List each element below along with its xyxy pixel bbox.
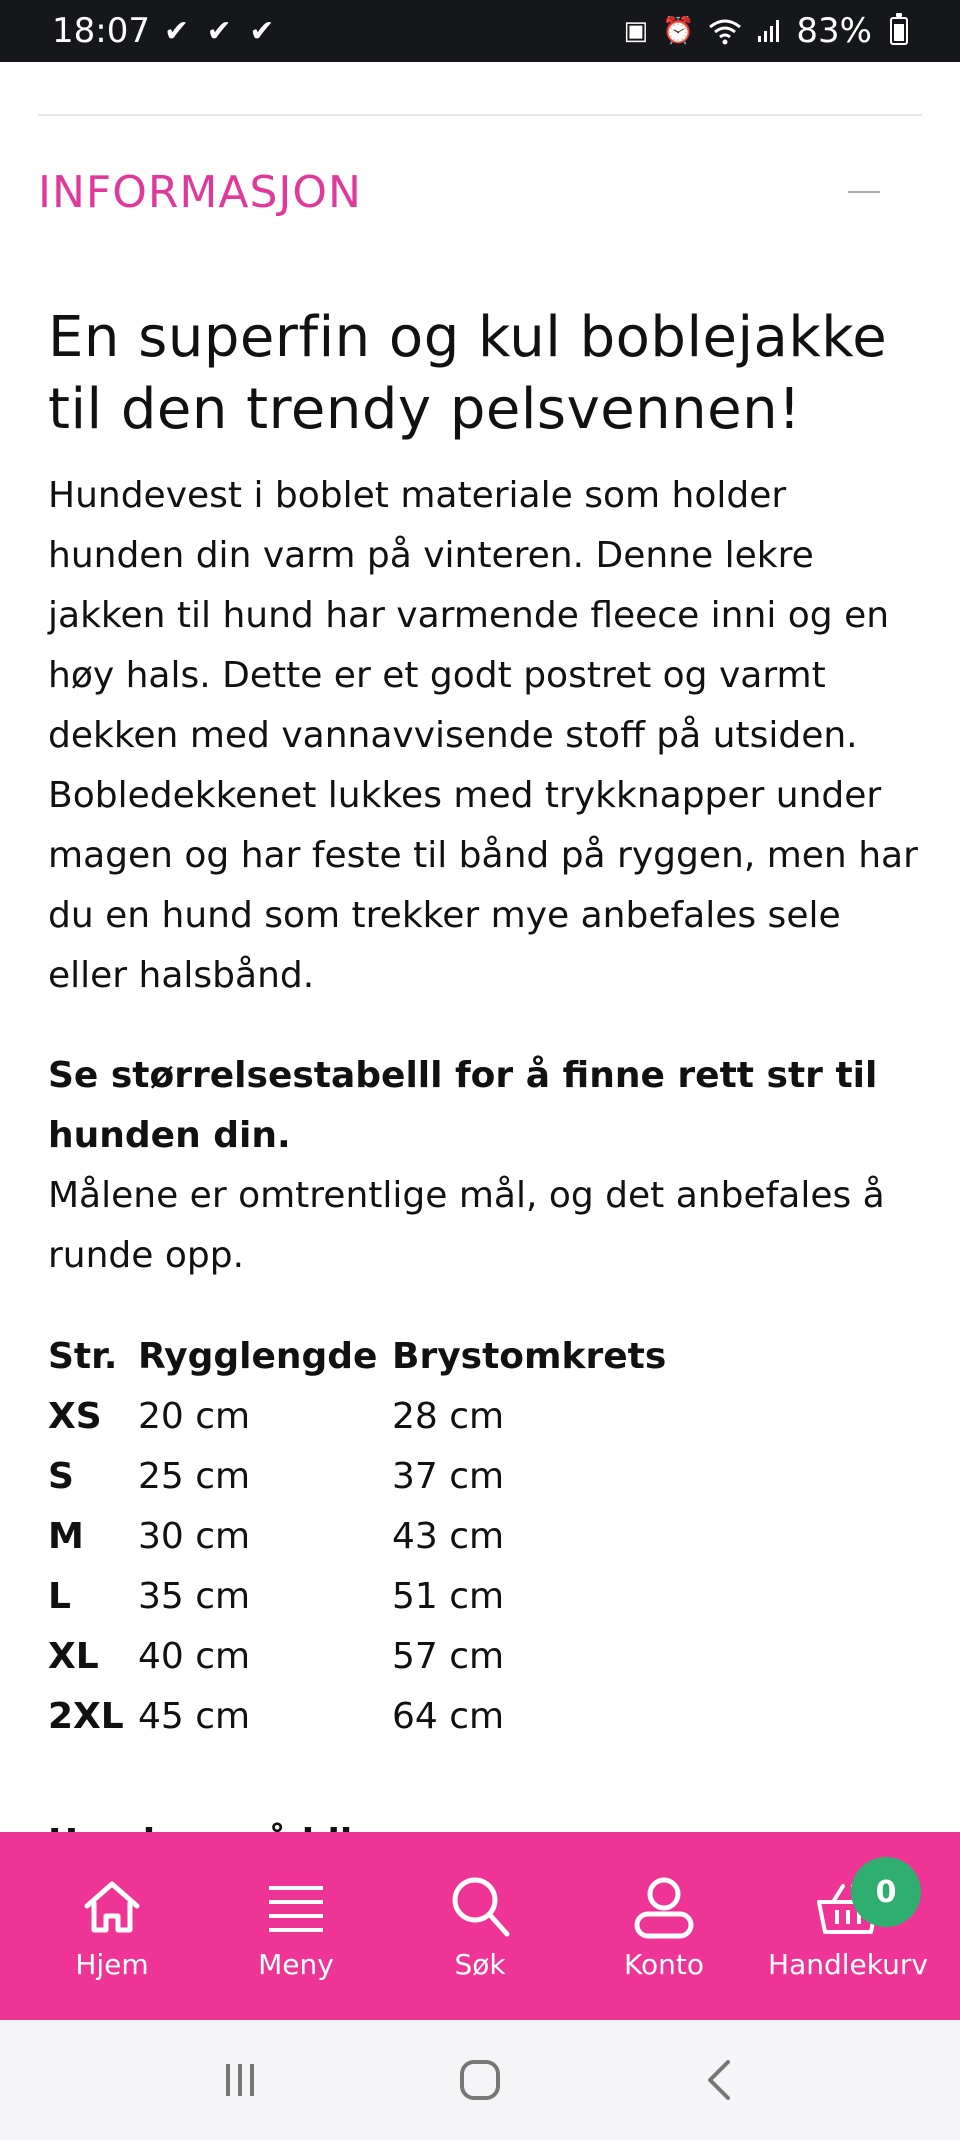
header-chest: Brystomkrets	[392, 1335, 667, 1377]
size-cell: 2XL	[48, 1695, 124, 1737]
back-length-cell: 25 cm	[138, 1455, 251, 1497]
chest-cell: 57 cm	[392, 1635, 505, 1677]
signal-icon	[756, 18, 782, 44]
table-row	[48, 1386, 666, 1446]
nav-menu[interactable]	[211, 1851, 381, 2001]
bottom-navigation	[0, 1832, 960, 2020]
table-row	[48, 1686, 666, 1746]
back-length-cell: 35 cm	[138, 1575, 251, 1617]
recent-apps-icon[interactable]	[210, 2050, 270, 2110]
nav-search[interactable]	[395, 1851, 565, 2001]
header-back-length: Rygglengde	[138, 1335, 378, 1377]
nav-cart-label: Handlekurv	[768, 1947, 928, 1981]
nav-cart[interactable]	[763, 1851, 933, 2001]
table-row	[48, 1626, 666, 1686]
status-time: 18:07	[52, 11, 150, 51]
home-button-icon[interactable]	[450, 2050, 510, 2110]
size-hint: Målene er omtrentlige mål, og det anbefales å runde opp.	[48, 1175, 885, 1276]
home-icon	[77, 1872, 147, 1942]
header-size: Str.	[48, 1335, 118, 1377]
size-hint-bold: Se størrelsestabelll for å finne rett str til hunden din.	[48, 1055, 878, 1156]
back-icon[interactable]	[690, 2050, 750, 2110]
nfc-icon: ▣	[623, 16, 649, 46]
nav-account[interactable]	[579, 1851, 749, 2001]
description-paragraph: Hundevest i boblet materiale som holder hunden din varm på vinteren. Denne lekre jakken til hund har varmende fleece inni og en høy hals. Dette er et godt postret og varmt dekken med vannavvisende stoff på utsiden. Bobledekkenet lukkes med trykknapper under magen og har feste til bånd på ryggen, men har du en hund som trekker mye anbefales sele eller halsbånd.	[48, 475, 918, 996]
nav-home[interactable]	[27, 1851, 197, 2001]
back-length-cell: 40 cm	[138, 1635, 251, 1677]
battery-icon	[890, 17, 908, 45]
table-row	[48, 1506, 666, 1566]
status-bar	[0, 0, 960, 62]
back-length-cell: 30 cm	[138, 1515, 251, 1557]
back-length-cell: 45 cm	[138, 1695, 251, 1737]
alarm-icon: ⏰	[662, 16, 695, 46]
table-row	[48, 1446, 666, 1506]
nav-account-label: Konto	[624, 1947, 704, 1981]
check-notification-icon: ✔ ✔ ✔	[163, 13, 279, 49]
android-navigation-bar	[0, 2020, 960, 2140]
menu-icon	[261, 1872, 331, 1942]
nav-menu-label: Meny	[258, 1947, 334, 1981]
search-icon	[445, 1872, 515, 1942]
page-content	[0, 62, 960, 1832]
size-cell: L	[48, 1575, 71, 1617]
product-description	[48, 302, 920, 1746]
size-cell: XS	[48, 1395, 102, 1437]
battery-percent: 83%	[796, 11, 872, 51]
section-title: INFORMASJON	[38, 166, 362, 218]
table-row	[48, 1566, 666, 1626]
nav-search-label: Søk	[454, 1947, 506, 1981]
size-table-header	[48, 1326, 666, 1386]
chest-cell: 51 cm	[392, 1575, 505, 1617]
size-cell: M	[48, 1515, 84, 1557]
size-cell: S	[48, 1455, 74, 1497]
description-heading: En superfin og kul boblejakke til den trendy pelsvennen!	[48, 305, 888, 442]
information-section-header[interactable]	[38, 152, 922, 232]
cart-count-badge: 0	[851, 1857, 921, 1927]
user-icon	[629, 1872, 699, 1942]
chest-cell: 64 cm	[392, 1695, 505, 1737]
chest-cell: 37 cm	[392, 1455, 505, 1497]
divider	[38, 114, 922, 116]
back-length-cell: 20 cm	[138, 1395, 251, 1437]
nav-home-label: Hjem	[75, 1947, 149, 1981]
chest-cell: 28 cm	[392, 1395, 505, 1437]
size-table	[48, 1326, 666, 1746]
chest-cell: 43 cm	[392, 1515, 505, 1557]
wifi-icon	[708, 17, 742, 45]
collapse-icon[interactable]	[848, 191, 880, 193]
size-cell: XL	[48, 1635, 99, 1677]
